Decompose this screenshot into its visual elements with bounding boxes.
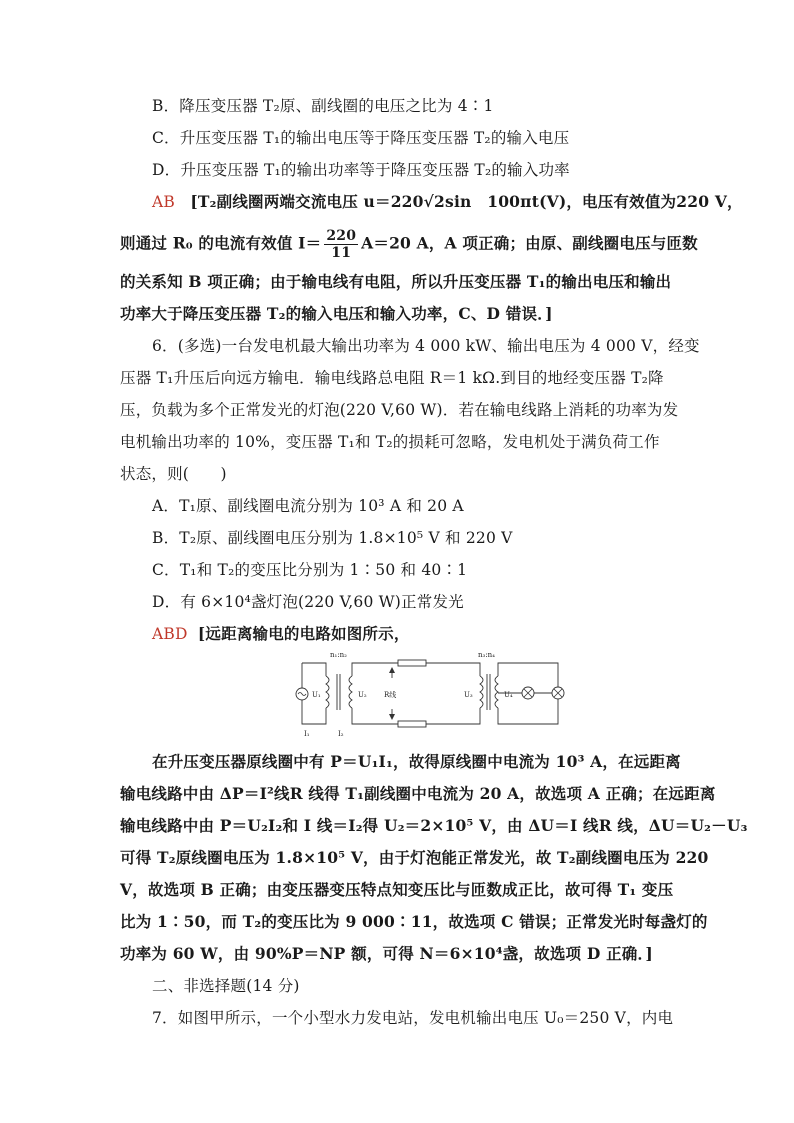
q6-explanation-line-2: 输电线路中由 ΔP＝I²线R 线得 T₁副线圈中电流为 20 A，故选项 A 正确；在远距离 [120, 784, 716, 803]
section-title: 二、非选择题(14 分) [152, 977, 300, 995]
q6-stem-line-2: 压器 T₁升压后向远方输电．输电线路总电阻 R＝1 kΩ.到目的地经变压器 T₂降 [120, 369, 664, 387]
q5-answer: AB [152, 193, 175, 211]
q5-option-c: C．升压变压器 T₁的输出电压等于降压变压器 T₂的输入电压 [152, 129, 570, 147]
lamp-icon-right [552, 687, 564, 699]
q6-explanation-line-6: 比为 1∶50，而 T₂的变压比为 9 000∶11，故选项 C 错误；正常发光时每盏灯的 [120, 912, 708, 931]
lamp-icon-left [522, 687, 534, 699]
q6-explanation-intro: [远距离输电的电路如图所示， [197, 624, 410, 643]
label-n1n2: n₁:n₂ [330, 651, 347, 659]
q5-explanation-line-1 [152, 192, 743, 212]
q6-explanation-line-5: V，故选项 B 正确；由变压器变压特点知变压比与匝数成正比，故可得 T₁ 变压 [120, 880, 674, 899]
q6-stem-line-1: 6．(多选)一台发电机最大输出功率为 4 000 kW、输出电压为 4 000 V，经变 [152, 337, 700, 355]
fraction-220-over-11 [324, 228, 358, 261]
q5-explanation-line-2 [120, 228, 698, 261]
label-n3n4: n₃:n₄ [478, 651, 495, 659]
label-u4: U₄ [504, 691, 513, 699]
fraction-numerator: 220 [326, 228, 357, 244]
q6-stem-line-5: 状态，则( ) [120, 465, 227, 483]
q5-option-d: D．升压变压器 T₁的输出功率等于降压变压器 T₂的输入功率 [152, 161, 570, 179]
label-u3: U₃ [464, 691, 473, 699]
resistor-bottom [398, 721, 426, 727]
ac-source-icon [296, 688, 308, 700]
arrow-down-icon [389, 714, 395, 720]
label-u1: U₁ [312, 691, 321, 699]
label-i1: I₁ [304, 730, 310, 738]
q6-option-b: B．T₂原、副线圈电压分别为 1.8×10⁵ V 和 220 V [152, 529, 513, 547]
label-u2: U₂ [358, 691, 367, 699]
q5-explanation-line-3: 的关系知 B 项正确；由于输电线有电阻，所以升压变压器 T₁的输出电压和输出 [120, 272, 672, 291]
q6-explanation-line-7: 功率为 60 W，由 90%P＝NP 额，可得 N＝6×10⁴盏，故选项 D 正确．] [120, 944, 653, 963]
power-transmission-circuit-diagram [288, 648, 568, 740]
fraction-denominator: 11 [331, 245, 352, 261]
q6-answer: ABD [152, 625, 188, 643]
q5-explanation-part: A＝20 A，A 项正确；由原、副线圈电压与匝数 [361, 233, 698, 253]
label-i2: I₂ [338, 730, 344, 738]
q6-stem-line-3: 压，负载为多个正常发光的灯泡(220 V,60 W)．若在输电线路上消耗的功率为发 [120, 401, 679, 419]
q6-option-d: D．有 6×10⁴盏灯泡(220 V,60 W)正常发光 [152, 593, 464, 611]
q6-option-a: A．T₁原、副线圈电流分别为 10³ A 和 20 A [152, 497, 464, 515]
q5-explanation-line-4: 功率大于降压变压器 T₂的输入电压和输入功率，C、D 错误．] [120, 304, 553, 323]
q5-explanation-part: 则通过 R₀ 的电流有效值 I＝ [120, 233, 322, 253]
q5-explanation-text: [T₂副线圈两端交流电压 u＝220√2sin 100πt(V)，电压有效值为220 V， [190, 192, 743, 211]
resistor-top [398, 660, 426, 666]
q5-option-b: B．降压变压器 T₂原、副线圈的电压之比为 4∶1 [152, 97, 494, 115]
q6-stem-line-4: 电机输出功率的 10%，变压器 T₁和 T₂的损耗可忽略，发电机处于满负荷工作 [120, 433, 660, 451]
label-r-line: R线 [384, 691, 397, 699]
arrow-up-icon [389, 667, 395, 673]
q6-explanation-line-4: 可得 T₂原线圈电压为 1.8×10⁵ V，由于灯泡能正常发光，故 T₂副线圈电压为 220 [120, 848, 709, 867]
q6-option-c: C．T₁和 T₂的变压比分别为 1∶50 和 40∶1 [152, 561, 468, 579]
q7-stem-line-1: 7．如图甲所示，一个小型水力发电站，发电机输出电压 U₀＝250 V，内电 [152, 1009, 674, 1027]
q6-answer-line [152, 624, 410, 644]
q6-explanation-line-1: 在升压变压器原线圈中有 P＝U₁I₁，故得原线圈中电流为 10³ A，在远距离 [152, 752, 681, 771]
q6-explanation-line-3: 输电线路中由 P＝U₂I₂和 I 线＝I₂得 U₂＝2×10⁵ V，由 ΔU＝I 线R 线，ΔU＝U₂－U₃ [120, 816, 748, 835]
